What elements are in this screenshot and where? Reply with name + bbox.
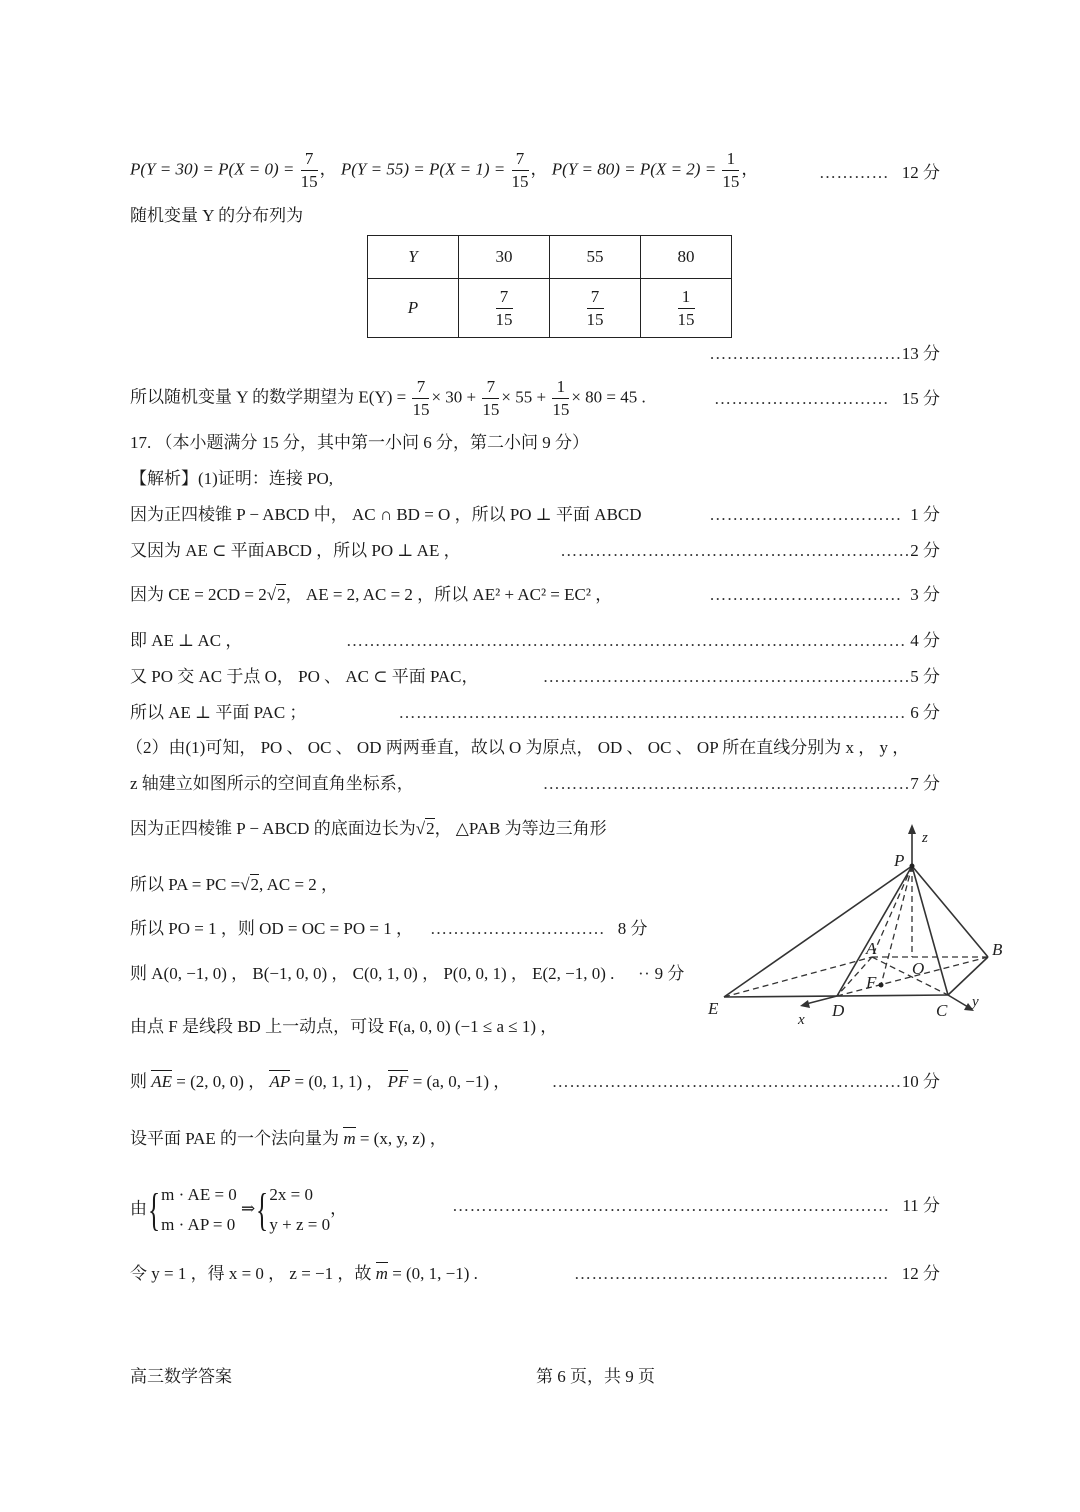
score-8: ………………………… 8 分 [430, 919, 648, 938]
score-15: ………………………… 15 分 [714, 389, 940, 408]
label-E: E [708, 999, 719, 1018]
table-row-label: P [368, 279, 459, 338]
step-13-vectors: 则 AE = (2, 0, 0) ， AP = (0, 1, 1) ， PF = (a, 0, −1) ， [130, 1072, 511, 1091]
distribution-intro: 随机变量 Y 的分布列为 [130, 206, 304, 225]
table-cell: $\frac{7}{15}$ [459, 279, 550, 338]
step-2: 又因为 AE ⊂ 平面ABCD ，所以 PO ⊥ AE ， [130, 541, 461, 560]
score-12a: ………… 12 分 [819, 163, 940, 182]
score-4: …………………………………………………………………………………… 4 分 [346, 631, 940, 650]
step-7b: z 轴建立如图所示的空间直角坐标系， [130, 774, 414, 793]
label-F: F [866, 973, 877, 992]
prob-y30: P(Y = 30) = P(X = 0) = [130, 159, 295, 179]
step-4: 即 AE ⊥ AC ， [130, 631, 243, 650]
label-y: y [972, 994, 979, 1010]
table-row [368, 236, 732, 279]
expectation-line: 所以随机变量 Y 的数学期望为 E(Y) = $\frac{7}{15}$ × 30 + $\frac{7}{15}$ × 55 + $\frac{1}{15}$ × 80 = 45 . [130, 377, 646, 419]
vector-PF: PF [387, 1072, 409, 1091]
score-3: …………………………… 3 分 [709, 585, 940, 604]
label-x: x [798, 1012, 805, 1028]
vector-AP: AP [269, 1072, 291, 1091]
footer-page-number: 第 6 页，共 9 页 [536, 1367, 655, 1386]
step-11-coordinates: 则 A(0, −1, 0) ， B(−1, 0, 0) ， C(0, 1, 0) ， P(0, 0, 1) ， E(2, −1, 0) . [130, 964, 615, 983]
step-10: 所以 PO = 1 ，则 OD = OC = PO = 1 ， [130, 919, 413, 938]
vector-AE: AE [151, 1072, 173, 1091]
score-11: ………………………………………………………………… 11 分 [452, 1196, 940, 1215]
z-axis-arrow-icon [908, 824, 916, 834]
label-B: B [992, 940, 1003, 959]
step-3: 因为 CE = 2CD = 2√2， AE = 2, AC = 2 ，所以 AE² + AC² = EC² ， [130, 585, 613, 604]
prob-y80: P(Y = 80) = P(X = 2) = [551, 159, 717, 179]
score-12b: ……………………………………………… 12 分 [574, 1264, 940, 1283]
table-header-cell: 30 [459, 236, 550, 279]
vector-m: m [375, 1264, 388, 1283]
step-15-system: 由{m · AE = 0 m · AP = 0 ⇒{2x = 0 y + z = 0， [130, 1184, 348, 1235]
score-7: ………………………………………………………7 分 [542, 774, 940, 793]
analysis-heading: 【解析】(1)证明：连接 PO, [130, 469, 334, 488]
fraction: $\frac{1}{15}$ [722, 149, 740, 191]
score-5: ………………………………………………………5 分 [542, 667, 940, 686]
score-9: ·· 9 分 [638, 964, 685, 983]
table-row [368, 279, 732, 338]
table-header-cell: Y [368, 236, 459, 279]
question-17-heading: 17. （本小题满分 15 分，其中第一小问 6 分，第二小问 9 分） [130, 433, 589, 452]
score-2: ……………………………………………………2 分 [560, 541, 940, 560]
probability-line: P(Y = 30) = P(X = 0) = $\frac{7}{15}$ ， P(Y = 55) = P(X = 1) = $\frac{7}{15}$ ， P(Y = 80) = P(X = 2) = $\frac{1}{15}$ ， [130, 149, 759, 191]
score-1: …………………………… 1 分 [709, 505, 940, 524]
score-6: …………………………………………………………………………… 6 分 [398, 703, 940, 722]
fraction: $\frac{7}{15}$ [511, 149, 529, 191]
step-16-result: 令 y = 1 ，得 x = 0 ， z = −1 ，故 m = (0, 1, −1) . [130, 1264, 478, 1283]
vector-m: m [343, 1129, 356, 1148]
table-cell: $\frac{7}{15}$ [550, 279, 641, 338]
label-C: C [936, 1001, 948, 1020]
step-14-normal: 设平面 PAE 的一个法向量为 m = (x, y, z) ， [130, 1129, 447, 1148]
table-header-cell: 55 [550, 236, 641, 279]
footer-title: 高三数学答案 [130, 1367, 232, 1386]
label-A: A [866, 939, 877, 958]
step-1: 因为正四棱锥 P − ABCD 中， AC ∩ BD = O ，所以 PO ⊥ 平面 ABCD [130, 505, 642, 524]
step-6: 所以 AE ⊥ 平面 PAC ； [130, 703, 307, 722]
label-P: P [894, 851, 905, 870]
step-7a: （2）由(1)可知， PO 、 OC 、 OD 两两垂直，故以 O 为原点， OD 、 OC 、 OP 所在直线分别为 x ， y ， [126, 738, 910, 757]
label-z: z [922, 830, 928, 846]
step-5: 又 PO 交 AC 于点 O， PO 、 AC ⊂ 平面 PAC， [130, 667, 479, 686]
x-axis-arrow-icon [800, 1000, 810, 1008]
label-O: O [912, 959, 925, 978]
score-10: ……………………………………………………10 分 [551, 1072, 940, 1091]
step-8: 因为正四棱锥 P − ABCD 的底面边长为√2， △PAB 为等边三角形 [130, 819, 607, 838]
score-13: ……………………………13 分 [709, 344, 940, 363]
prob-y55: P(Y = 55) = P(X = 1) = [340, 159, 506, 179]
distribution-table [367, 235, 732, 338]
step-12: 由点 F 是线段 BD 上一动点，可设 F(a, 0, 0) (−1 ≤ a ≤ 1) ， [130, 1017, 558, 1036]
step-9: 所以 PA = PC =√2, AC = 2 ， [130, 875, 339, 894]
pyramid-figure [700, 820, 1020, 1030]
table-header-cell: 80 [641, 236, 732, 279]
label-D: D [832, 1001, 845, 1020]
fraction: $\frac{7}{15}$ [300, 149, 318, 191]
table-cell: $\frac{1}{15}$ [641, 279, 732, 338]
